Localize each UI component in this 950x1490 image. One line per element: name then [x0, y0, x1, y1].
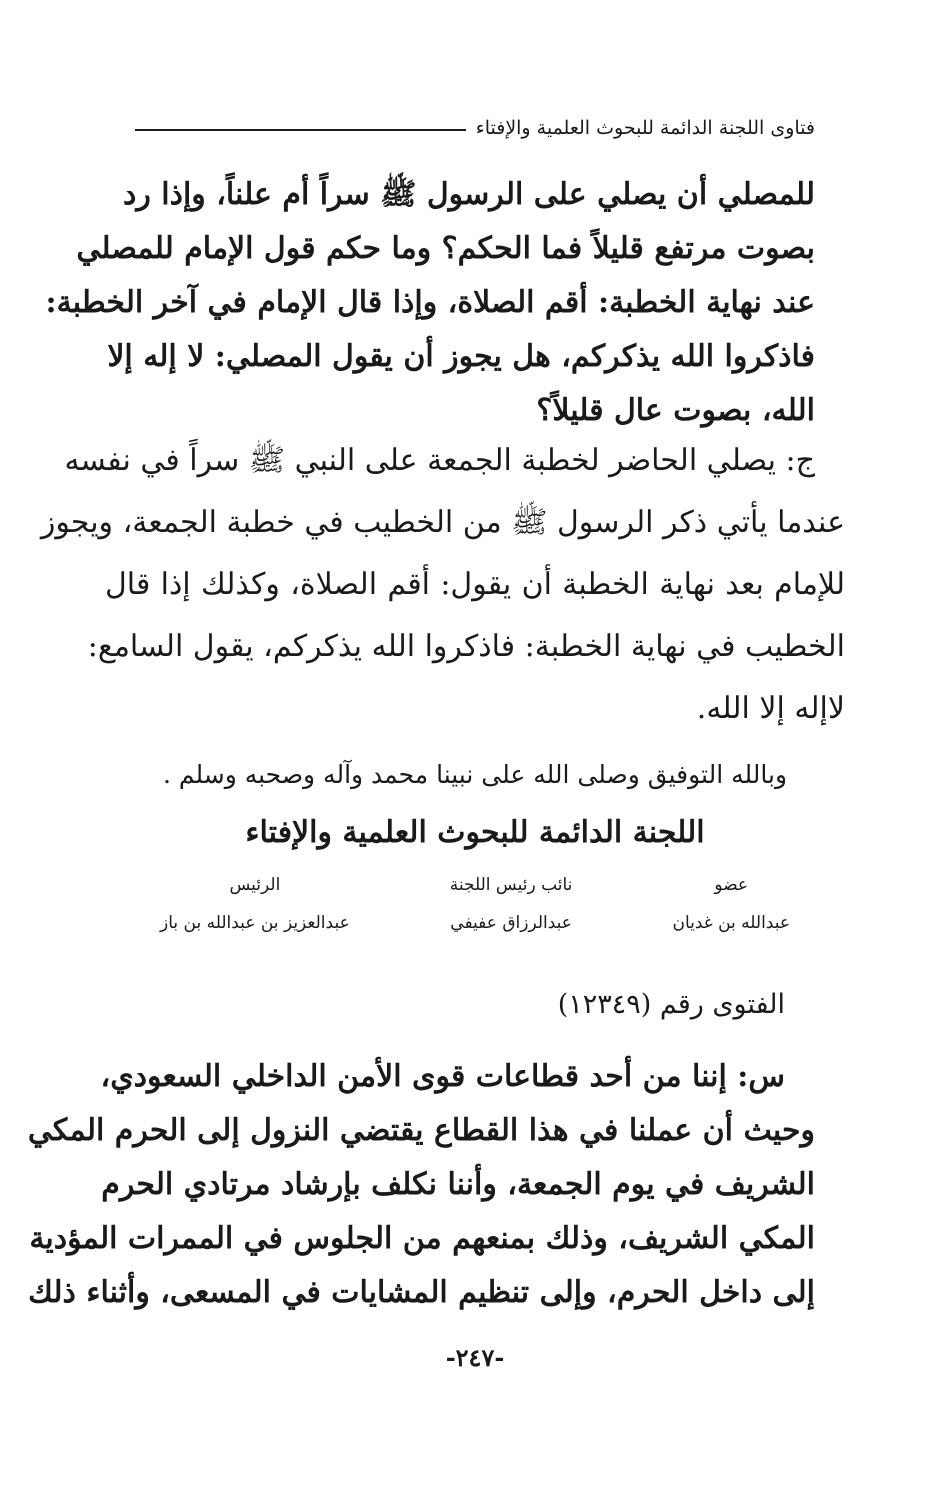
committee-signatures	[160, 868, 790, 944]
question-line: للمصلي أن يصلي على الرسول ﷺ سراً أم علناً، وإذا رد	[122, 177, 815, 212]
question-continued	[45, 168, 815, 438]
member-name: عبدالرزاق عفيفي	[450, 913, 572, 933]
question-line: الشريف في يوم الجمعة، وأننا نكلف بإرشاد مرتادي الحرم	[101, 1167, 815, 1202]
member-role: عضو	[714, 875, 749, 895]
page-number: -٢٤٧-	[445, 1343, 505, 1372]
member-role: الرئيس	[229, 875, 281, 895]
question-line: فاذكروا الله يذكركم، هل يجوز أن يقول المصلي: لا إله إلا	[107, 339, 815, 374]
answer-line: للإمام بعد نهاية الخطبة أن يقول: أقم الصلاة، وكذلك إذا قال	[105, 567, 845, 602]
closing-formula: وبالله التوفيق وصلى الله على نبينا محمد وآله وصحبه وسلم .	[162, 760, 788, 789]
header-rule	[135, 129, 466, 131]
fatwa-number: الفتوى رقم (١٢٣٤٩)	[557, 989, 785, 1020]
answer-line: عندما يأتي ذكر الرسول ﷺ من الخطيب في خطبة الجمعة، ويجوز	[40, 505, 845, 540]
next-question	[27, 1050, 815, 1320]
member-role: نائب رئيس اللجنة	[449, 875, 573, 895]
question-line: بصوت مرتفع قليلاً فما الحكم؟ وما حكم قول الإمام للمصلي	[76, 231, 815, 266]
question-line: الله، بصوت عال قليلاً؟	[536, 393, 815, 428]
committee-member	[160, 868, 350, 944]
committee-member	[672, 868, 790, 944]
member-name: عبدالعزيز بن عبدالله بن باز	[160, 913, 350, 933]
committee-member	[450, 868, 573, 944]
question-line: وحيث أن عملنا في هذا القطاع يقتضي النزول إلى الحرم المكي	[27, 1113, 815, 1148]
committee-title: اللجنة الدائمة للبحوث العلمية والإفتاء	[245, 815, 705, 850]
answer-line: ج: يصلي الحاضر لخطبة الجمعة على النبي ﷺ سراً في نفسه	[64, 443, 815, 478]
member-name: عبدالله بن غديان	[672, 913, 790, 933]
question-line: المكي الشريف، وذلك بمنعهم من الجلوس في الممرات المؤدية	[29, 1221, 815, 1256]
header-title: فتاوى اللجنة الدائمة للبحوث العلمية والإفتاء	[475, 117, 815, 139]
question-line: إلى داخل الحرم، وإلى تنظيم المشايات في المسعى، وأثناء ذلك	[28, 1275, 815, 1310]
question-line: س: إننا من أحد قطاعات قوى الأمن الداخلي السعودي،	[100, 1059, 785, 1094]
question-line: عند نهاية الخطبة: أقم الصلاة، وإذا قال الإمام في آخر الخطبة:	[45, 285, 815, 320]
answer-line: الخطيب في نهاية الخطبة: فاذكروا الله يذكركم، يقول السامع:	[87, 629, 845, 664]
running-header	[135, 108, 815, 148]
answer-line: لاإله إلا الله.	[696, 691, 845, 726]
answer	[40, 430, 845, 740]
